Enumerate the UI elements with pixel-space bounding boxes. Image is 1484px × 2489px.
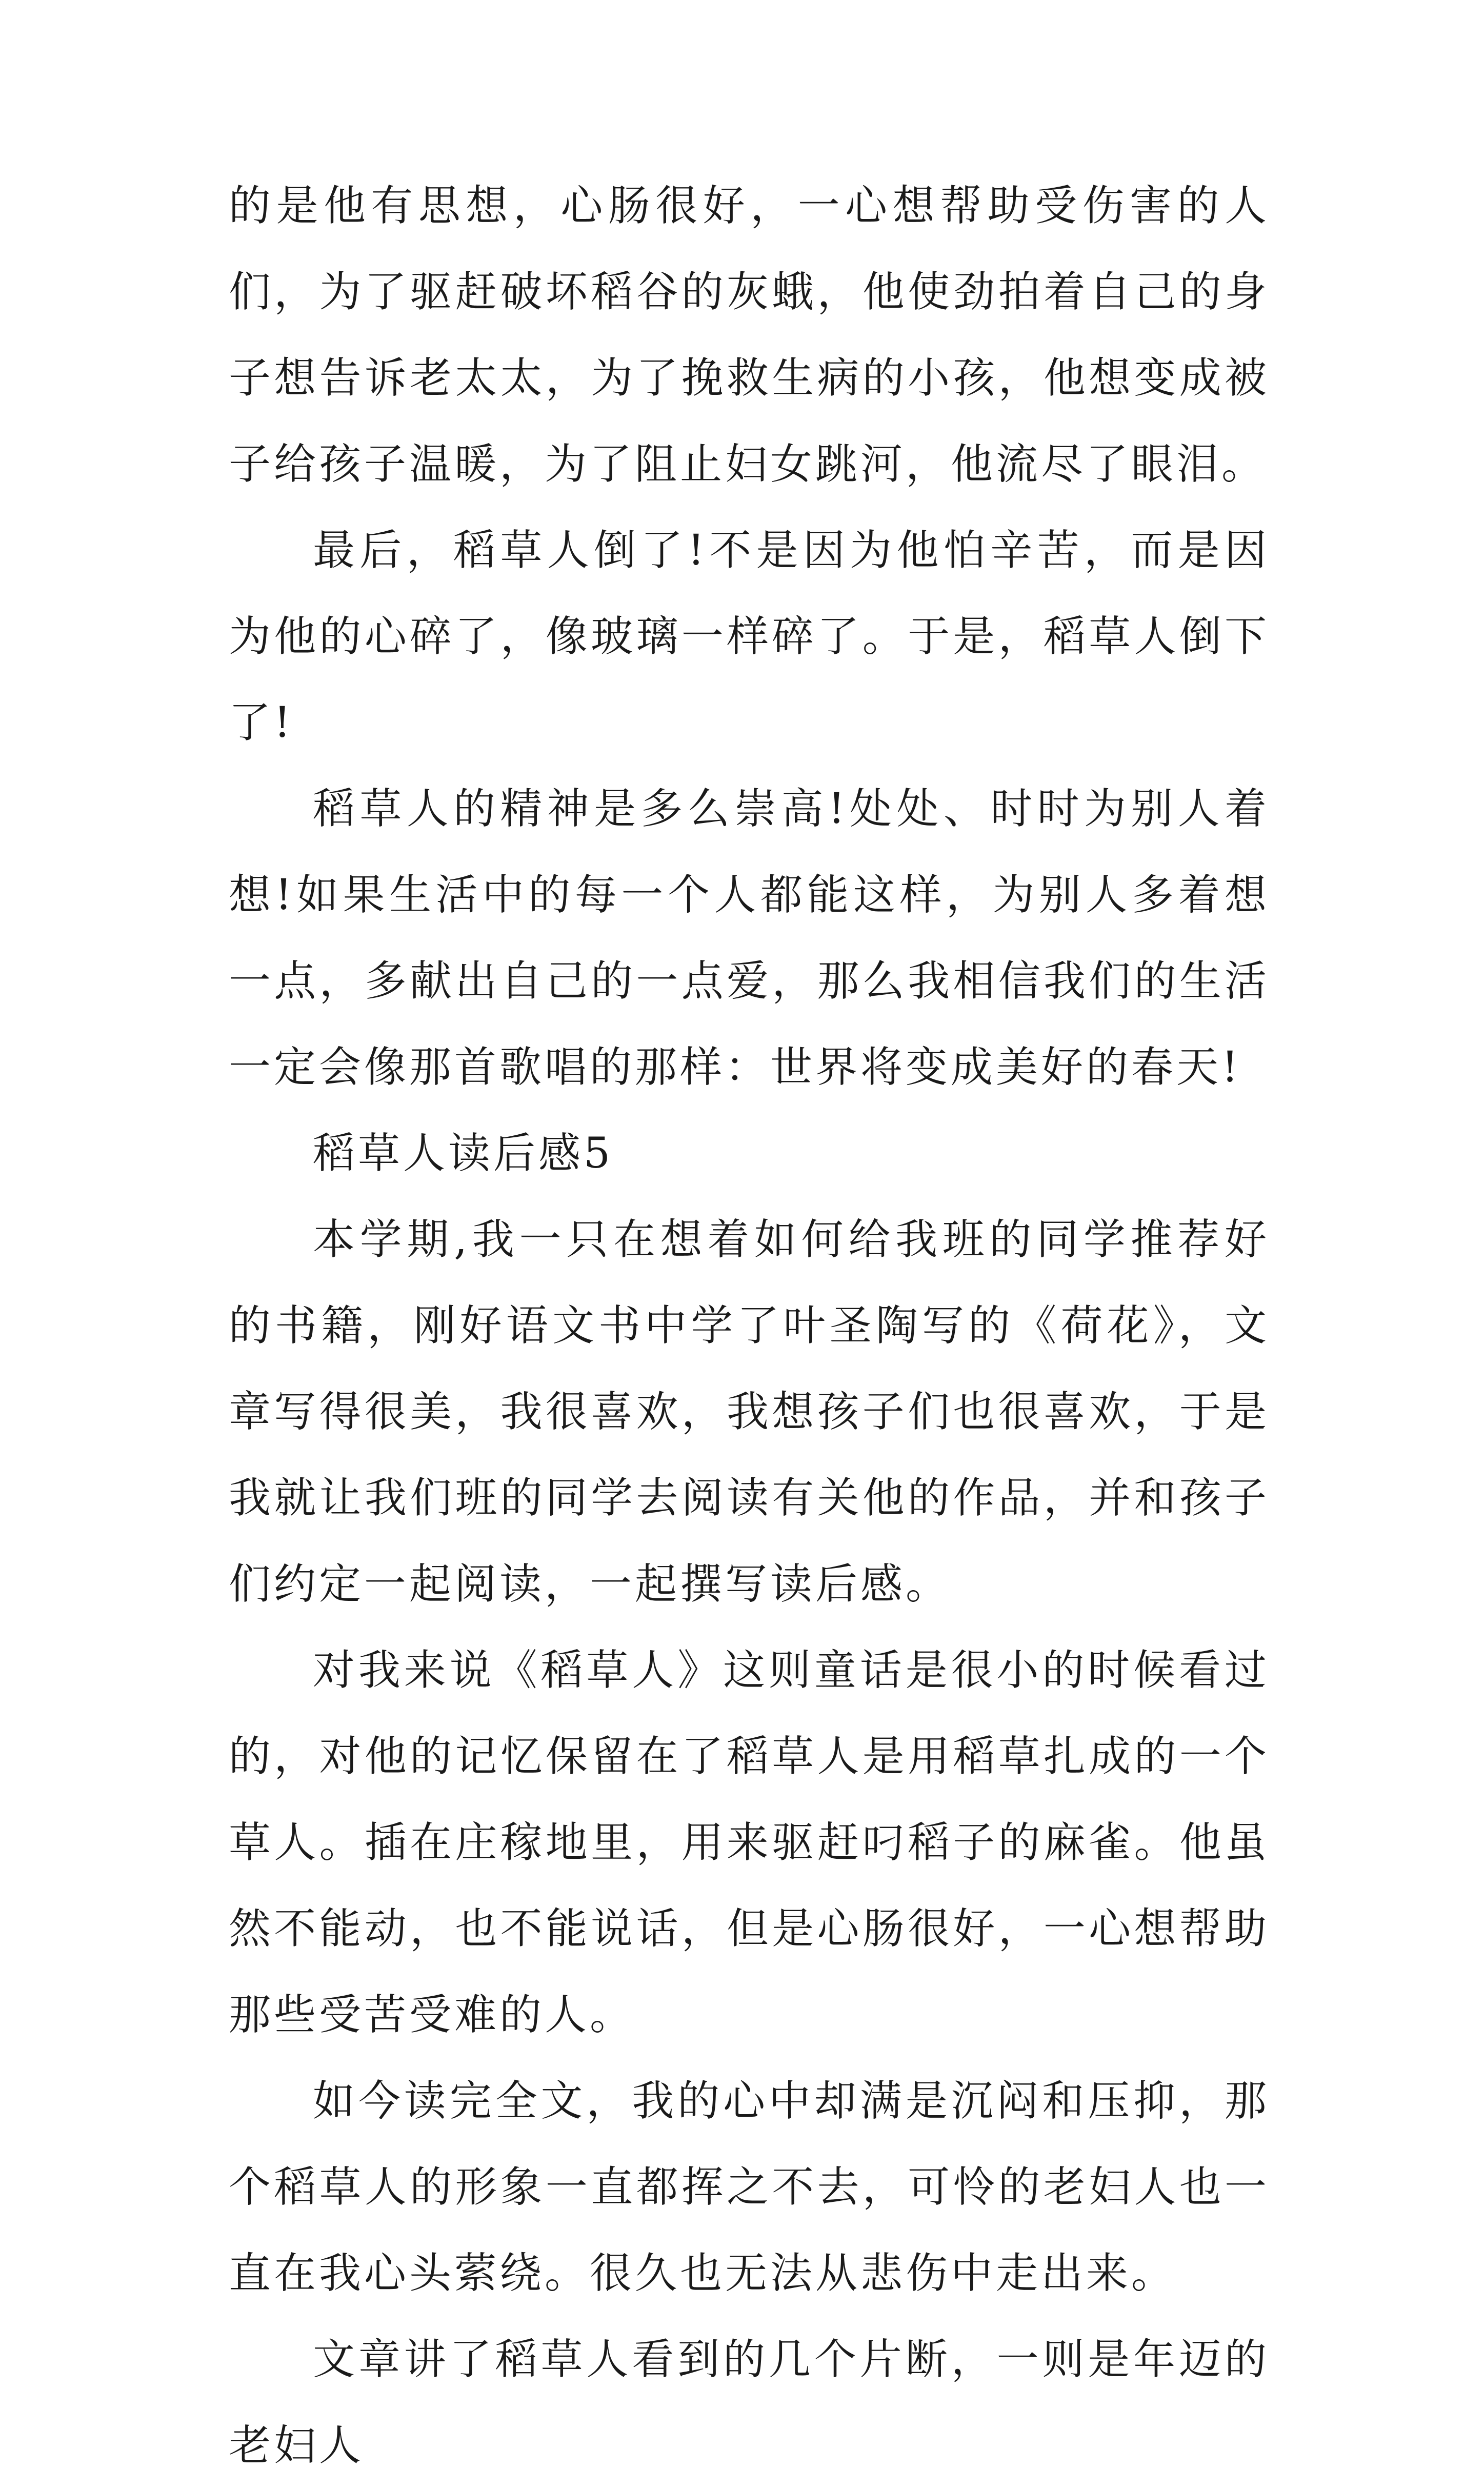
- paragraph: 稻草人的精神是多么崇高!处处、时时为别人着想!如果生活中的每一个人都能这样，为别人多着想一点，多献出自己的一点爱，那么我相信我们的生活一定会像那首歌唱的那样：世界将变成美好的春天!: [229, 785, 1270, 1092]
- paragraph-continuation: 的是他有思想，心肠很好，一心想帮助受伤害的人们，为了驱赶破坏稻谷的灰蛾，他使劲拍着自己的身子想告诉老太太，为了挽救生病的小孩，他想变成被子给孩子温暖，为了阻止妇女跳河，他流尽了眼泪。: [229, 182, 1270, 489]
- document-body: [229, 163, 1270, 2489]
- paragraph: 本学期,我一只在想着如何给我班的同学推荐好的书籍，刚好语文书中学了叶圣陶写的《荷花》，文章写得很美，我很喜欢，我想孩子们也很喜欢，于是我就让我们班的同学去阅读有关他的作品，并和孩子们约定一起阅读，一起撰写读后感。: [229, 1215, 1270, 1609]
- paragraph: 对我来说《稻草人》这则童话是很小的时候看过的，对他的记忆保留在了稻草人是用稻草扎成的一个草人。插在庄稼地里，用来驱赶叼稻子的麻雀。他虽然不能动，也不能说话，但是心肠很好，一心想帮助那些受苦受难的人。: [229, 1646, 1270, 2039]
- paragraph: 文章讲了稻草人看到的几个片断，一则是年迈的老妇人: [229, 2335, 1270, 2470]
- section-heading: 稻草人读后感5: [313, 1129, 614, 1178]
- paragraph: 如今读完全文，我的心中却满是沉闷和压抑，那个稻草人的形象一直都挥之不去，可怜的老妇人也一直在我心头萦绕。很久也无法从悲伤中走出来。: [229, 2077, 1270, 2298]
- paragraph: 最后，稻草人倒了!不是因为他怕辛苦，而是因为他的心碎了，像玻璃一样碎了。于是，稻草人倒下了!: [229, 526, 1270, 747]
